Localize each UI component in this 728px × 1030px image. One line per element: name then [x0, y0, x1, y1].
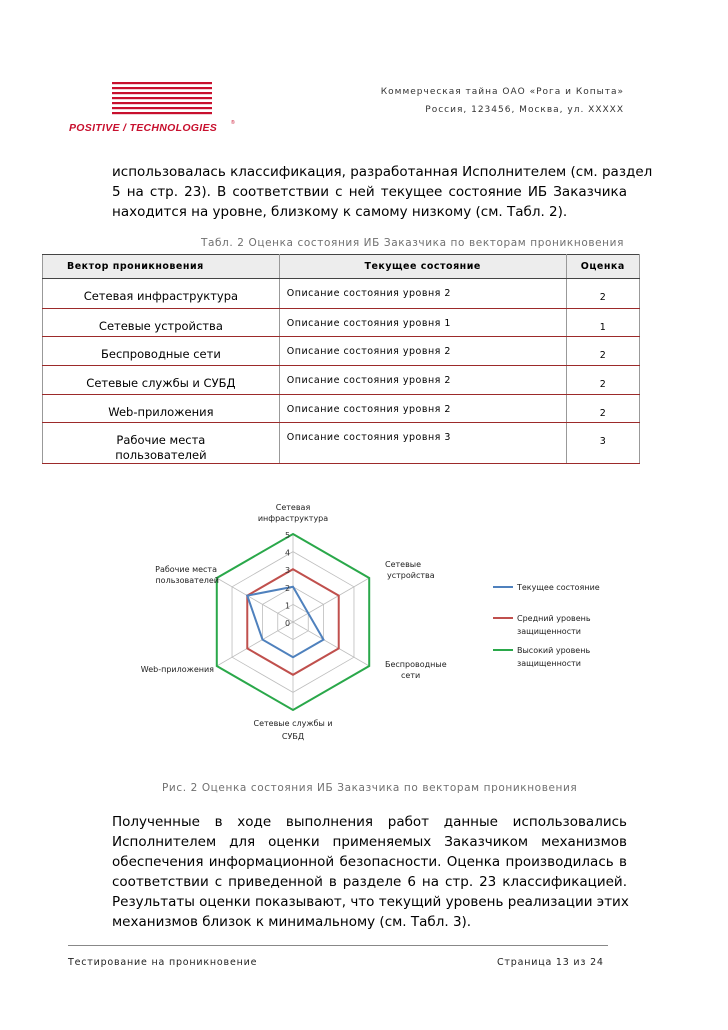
table-row: [43, 423, 640, 464]
row-vector: Web-приложения: [43, 395, 280, 423]
axis-label: Сетевые службы и: [253, 719, 333, 728]
axis-label: Сетевая: [275, 503, 311, 512]
results-line: обеспечения информационной безопасности. Оценка производилась в: [112, 854, 627, 870]
tick-label: 1: [285, 601, 291, 611]
intro-line: находится на уровне, близкому к самому низкому (см. Табл. 2).: [112, 204, 568, 220]
results-line: Результаты оценки показывают, что текущий уровень реализации этих: [112, 894, 629, 910]
row-state: Описание состояния уровня 2: [279, 366, 566, 395]
row-vector: Сетевые устройства: [43, 309, 280, 337]
results-line: Исполнителем для оценки применяемых Заказчиком механизмов: [112, 834, 627, 850]
legend-label: защищенности: [517, 627, 581, 636]
header-score: Оценка: [566, 255, 639, 279]
results-line: Полученные в ходе выполнения работ данные использовались: [112, 814, 627, 830]
row-score: 2: [566, 366, 639, 395]
axis-label: пользователей: [155, 576, 219, 585]
row-vector: Сетевая инфраструктура: [43, 279, 280, 309]
table-row: [43, 366, 640, 395]
row-score: 3: [566, 423, 639, 464]
axis-label: сети: [401, 671, 421, 680]
axis-label: Рабочие места: [155, 565, 217, 574]
axis-label: Web-приложения: [140, 665, 214, 674]
tick-label: 5: [285, 531, 291, 540]
table-caption: Табл. 2 Оценка состояния ИБ Заказчика по векторам проникновения: [200, 237, 624, 249]
legend-label: Текущее состояние: [517, 583, 600, 592]
axis-label: инфраструктура: [257, 514, 329, 523]
intro-line: использовалась классификация, разработанная Исполнителем (см. раздел: [112, 164, 653, 180]
header-state: Текущее состояние: [279, 255, 566, 279]
header-vector: Вектор проникновения: [43, 255, 280, 279]
tick-label: 2: [285, 583, 291, 593]
axis-label: Сетевые: [385, 560, 422, 569]
row-score: 1: [566, 309, 639, 337]
table-header-row: [43, 255, 640, 279]
row-vector: Рабочие места пользователей: [43, 423, 280, 464]
row-vector: Беспроводные сети: [43, 337, 280, 366]
header-address: Россия, 123456, Москва, ул. XXXXX: [425, 105, 624, 115]
positive-technologies-logo: [68, 78, 248, 138]
figure-caption: Рис. 2 Оценка состояния ИБ Заказчика по векторам проникновения: [162, 782, 578, 794]
table-row: [43, 337, 640, 366]
row-score: 2: [566, 279, 639, 309]
footer-rule: [68, 945, 608, 946]
header-company: Коммерческая тайна ОАО «Рога и Копыта»: [380, 87, 624, 97]
legend-label: Средний уровень: [517, 614, 591, 623]
logo-text: POSITIVE / TECHNOLOGIES: [69, 122, 218, 134]
table-row: [43, 279, 640, 309]
table-row: [43, 309, 640, 337]
page-number: Страница 13 из 24: [497, 957, 604, 968]
intro-line: 5 на стр. 23). В соответствии с ней текущее состояние ИБ Заказчика: [112, 184, 627, 200]
results-line: механизмов близок к минимальному (см. Табл. 3).: [112, 914, 472, 930]
results-line: соответствии с приведенной в разделе 6 на стр. 23 классификацией.: [112, 874, 627, 890]
assessment-table: [42, 254, 640, 464]
row-state: Описание состояния уровня 3: [279, 423, 566, 464]
row-vector: Сетевые службы и СУБД: [43, 366, 280, 395]
axis-label: СУБД: [281, 732, 305, 741]
results-paragraph: [112, 812, 627, 932]
tick-label: 0: [285, 619, 291, 628]
tick-label: 3: [285, 566, 291, 576]
logo-stripes: [112, 82, 212, 114]
footer-title: Тестирование на проникновение: [68, 957, 258, 968]
axis-label: устройства: [387, 571, 435, 580]
row-state: Описание состояния уровня 1: [279, 309, 566, 337]
grid-spoke: [293, 622, 369, 666]
row-state: Описание состояния уровня 2: [279, 279, 566, 309]
row-state: Описание состояния уровня 2: [279, 395, 566, 423]
grid-spoke: [217, 622, 293, 666]
registered-mark: ®: [231, 120, 235, 126]
table-row: [43, 395, 640, 423]
row-score: 2: [566, 395, 639, 423]
tick-label: 4: [285, 548, 291, 558]
legend-label: защищенности: [517, 659, 581, 668]
radar-chart: [140, 495, 640, 750]
intro-paragraph: [112, 162, 653, 222]
row-score: 2: [566, 337, 639, 366]
grid-spoke: [293, 578, 369, 622]
axis-label: Беспроводные: [385, 660, 447, 669]
legend-label: Высокий уровень: [517, 646, 591, 655]
row-state: Описание состояния уровня 2: [279, 337, 566, 366]
